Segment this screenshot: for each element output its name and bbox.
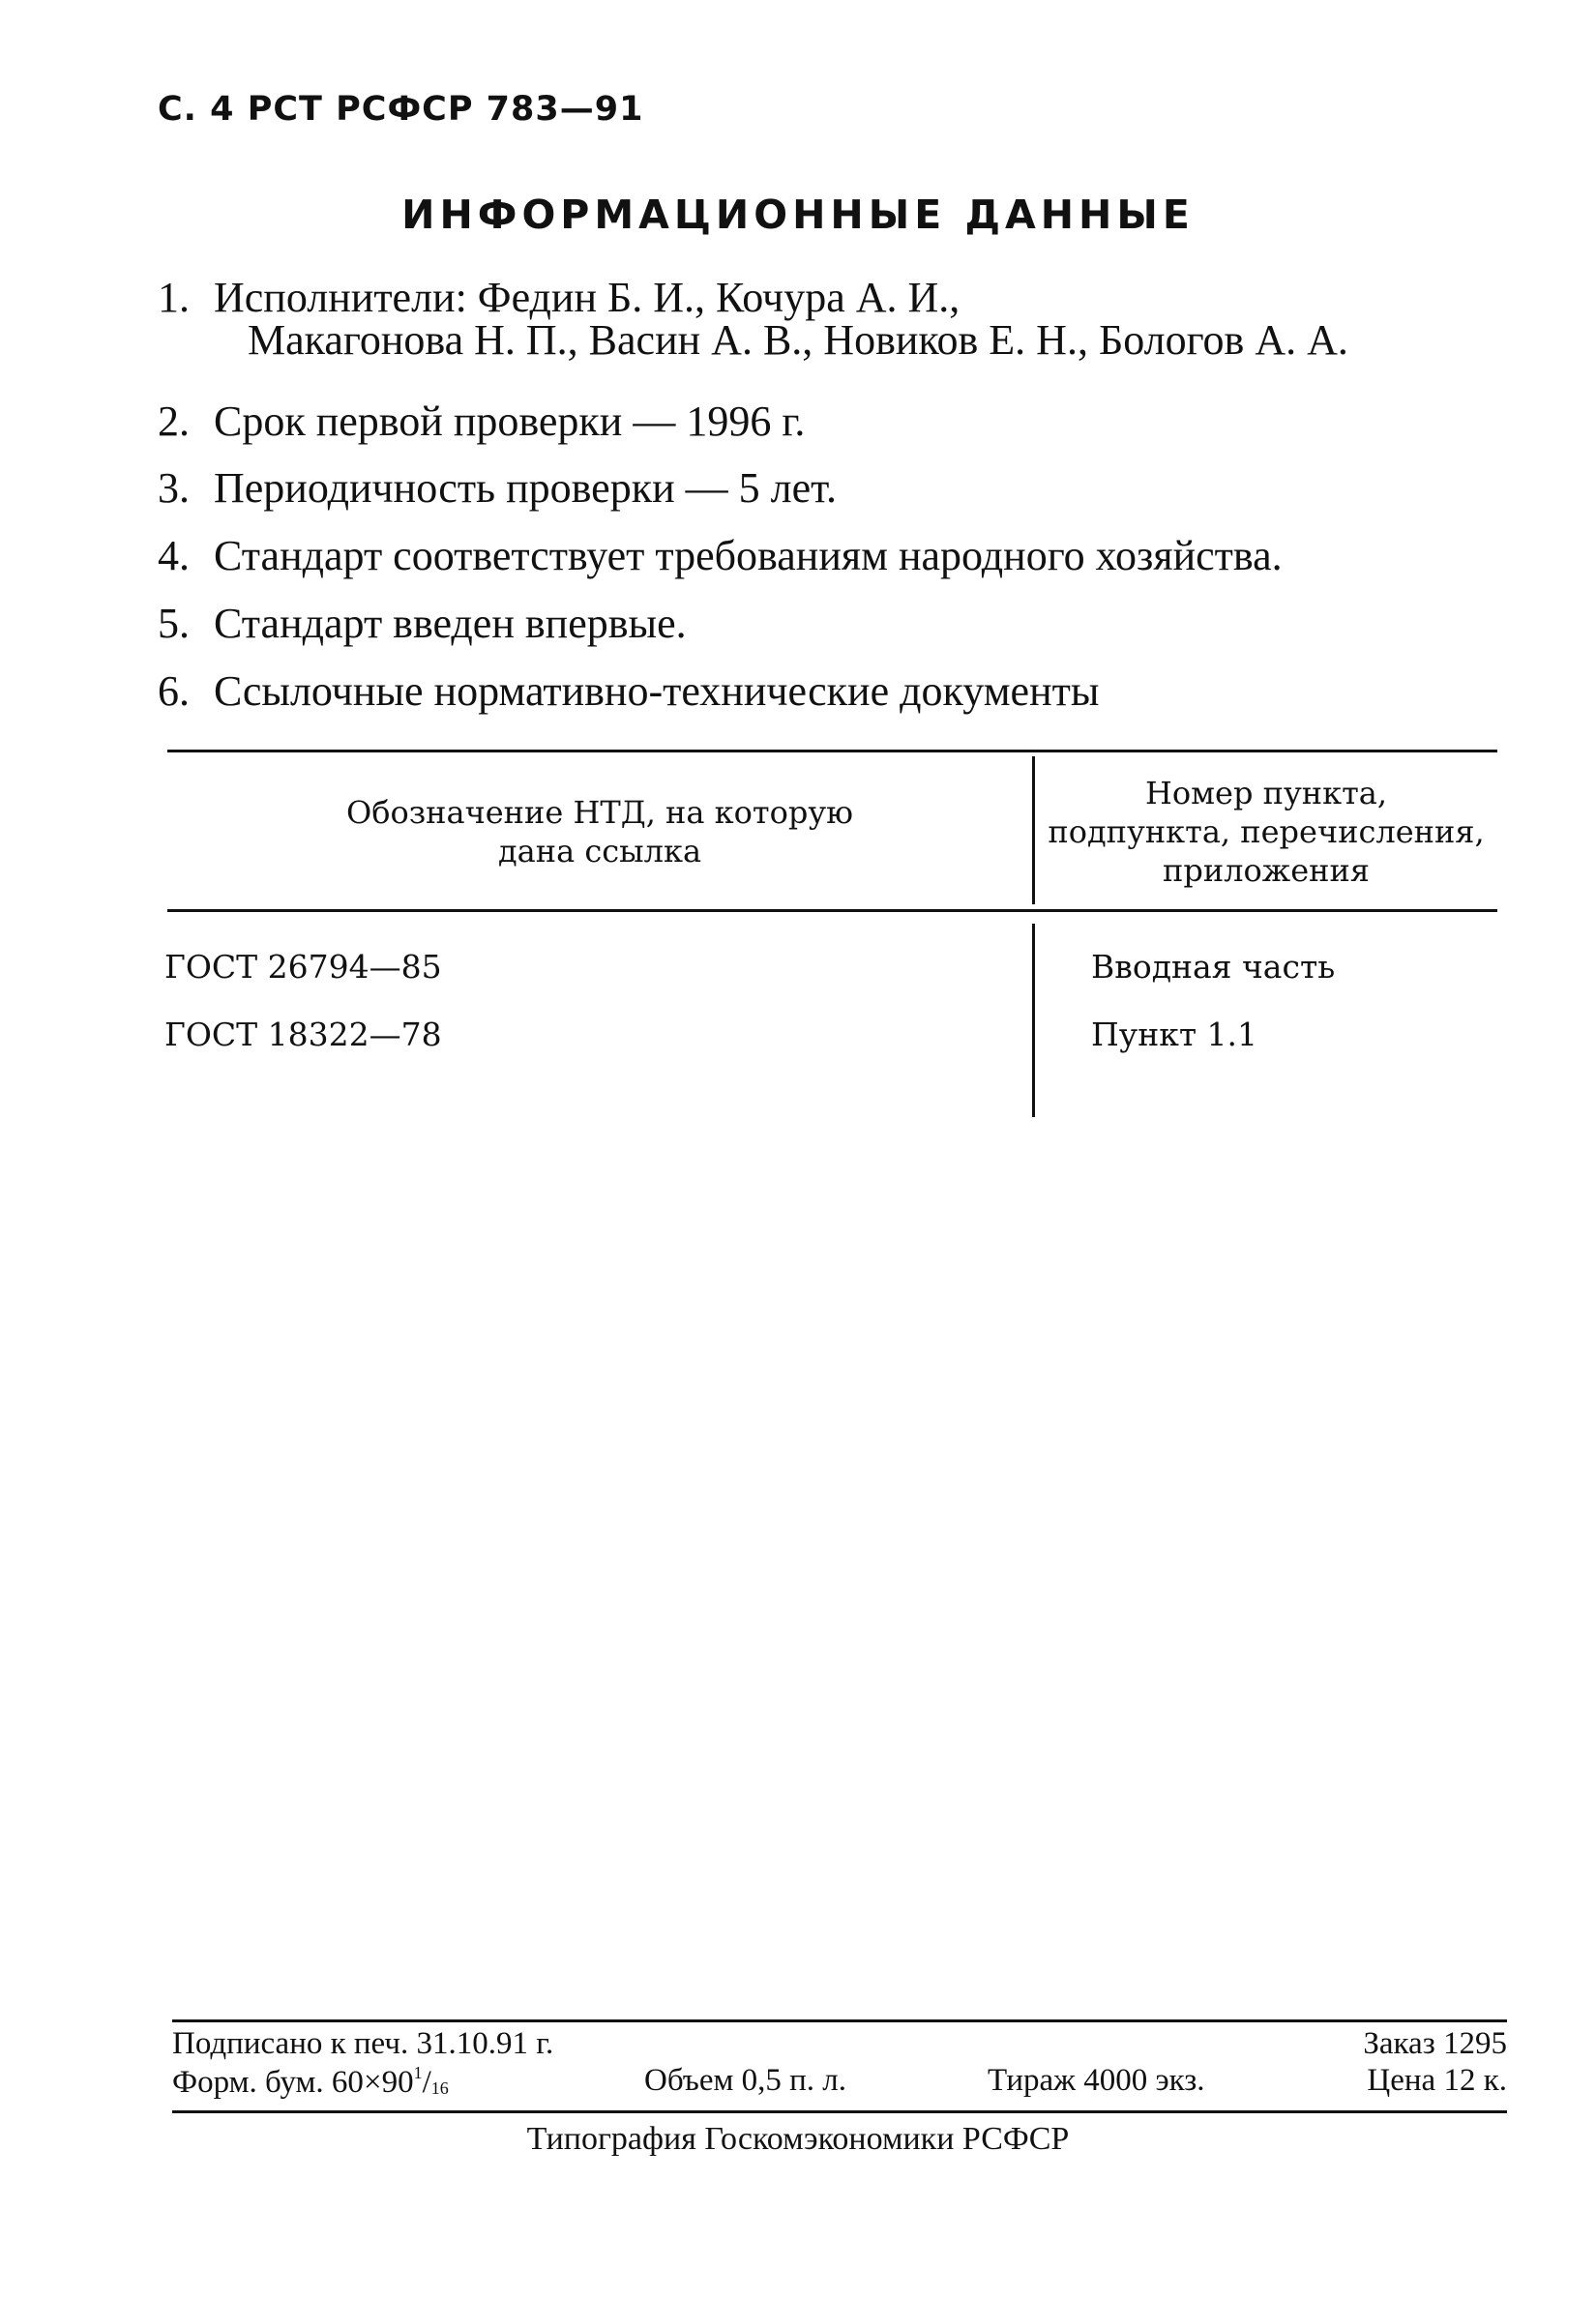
list-item-2: [158, 397, 805, 446]
page-title: ИНФОРМАЦИОННЫЕ ДАННЫЕ: [401, 192, 1195, 238]
imprint-bottom-rule: [172, 2110, 1507, 2113]
table-cell-doc: ГОСТ 18322—78: [164, 1016, 442, 1053]
imprint-printer: Типография Госкомэкономики РСФСР: [526, 2121, 1070, 2157]
item-number: 5.: [158, 600, 190, 647]
table-body-divider: [1032, 924, 1035, 1117]
item-text: Периодичность проверки — 5 лет.: [214, 464, 838, 512]
imprint-volume: Объем 0,5 п. л.: [644, 2063, 847, 2098]
item-text: Стандарт соответствует требованиям народного хозяйства.: [214, 532, 1283, 579]
list-item-3: [158, 463, 837, 513]
item-text: Исполнители: Федин Б. И., Кочура А. И.,: [214, 274, 961, 321]
table-cell-ref: Пункт 1.1: [1091, 1016, 1258, 1053]
item-number: 3.: [158, 464, 190, 512]
item-text: Стандарт введен впервые.: [214, 600, 687, 647]
table-cell-doc: ГОСТ 26794—85: [164, 948, 442, 986]
list-item-6: [158, 666, 1099, 716]
item-number: 4.: [158, 532, 190, 579]
list-item-5: [158, 599, 687, 648]
imprint-signed: Подписано к печ. 31.10.91 г.: [172, 2026, 554, 2061]
list-item-1-continuation: Макагонова Н. П., Васин А. В., Новиков Е. Н., Бологов А. А.: [248, 316, 1348, 364]
table-header-ref: Номер пункта, подпункта, перечисления, приложения: [1048, 775, 1485, 889]
item-text: Ссылочные нормативно-технические документы: [214, 667, 1100, 715]
imprint-top-rule: [172, 2019, 1507, 2022]
table-header-doc: Обозначение НТД, на которую дана ссылка: [345, 794, 854, 869]
imprint-order: Заказ 1295: [1363, 2026, 1507, 2061]
table-cell-ref: Вводная часть: [1091, 948, 1336, 986]
list-item-4: [158, 531, 1283, 580]
imprint-circulation: Тираж 4000 экз.: [988, 2063, 1205, 2098]
item-number: 2.: [158, 398, 190, 445]
item-number: 6.: [158, 667, 190, 715]
item-number: 1.: [158, 274, 190, 321]
table-header-rule: [167, 909, 1497, 912]
running-head: С. 4 РСТ РСФСР 783—91: [158, 90, 644, 129]
table-top-rule: [167, 750, 1497, 752]
imprint-format: Форм. бум. $60\times 90^1/_{16}$: [172, 2063, 449, 2100]
item-text: Срок первой проверки — 1996 г.: [214, 398, 806, 445]
imprint-price: Цена 12 к.: [1367, 2063, 1507, 2098]
